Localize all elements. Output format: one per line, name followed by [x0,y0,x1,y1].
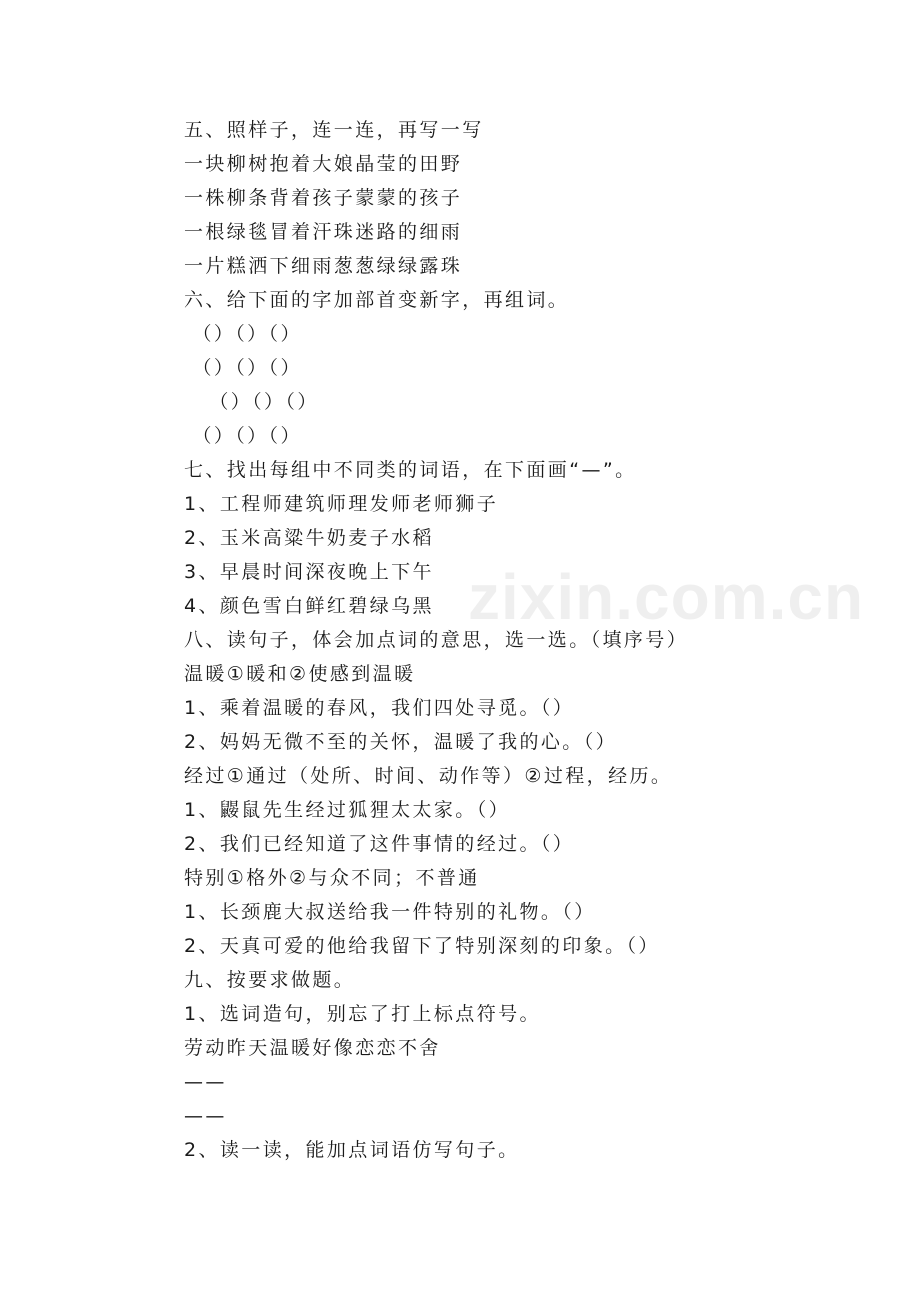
matching-row-1: 一块柳树抱着大娘晶莹的田野 [184,153,463,175]
term-tebie: 特别①格外②与众不同；不普通 [184,867,480,889]
question-wennuan-1: 1、乘着温暖的春风，我们四处寻觅。（） [184,697,575,719]
section-9-heading: 九、按要求做题。 [184,969,356,991]
blank-row-3: （）（）（） [184,391,319,413]
term-jingguo: 经过①通过（处所、时间、动作等）②过程，经历。 [184,765,673,787]
word-group-1: 1、工程师建筑师理发师老师狮子 [184,493,499,515]
section-6-heading: 六、给下面的字加部首变新字，再组词。 [184,289,570,311]
blank-row-4: （）（）（） [184,425,302,447]
section-5-heading: 五、照样子，连一连，再写一写 [184,119,484,141]
blank-row-1: （）（）（） [184,323,302,345]
question-tebie-2: 2、天真可爱的他给我留下了特别深刻的印象。（） [184,935,660,957]
task-2-instruction: 2、读一读，能加点词语仿写句子。 [184,1139,520,1161]
answer-line-1: —— [184,1071,227,1093]
word-group-3: 3、早晨时间深夜晚上下午 [184,561,434,583]
question-wennuan-2: 2、妈妈无微不至的关怀，温暖了我的心。（） [184,731,617,753]
section-8-heading: 八、读句子，体会加点词的意思，选一选。（填序号） [184,629,689,651]
watermark: zixin.com.cn [468,561,865,633]
word-choice-list: 劳动昨天温暖好像恋恋不舍 [184,1037,441,1059]
matching-row-3: 一根绿毯冒着汗珠迷路的细雨 [184,221,463,243]
blank-row-2: （）（）（） [184,357,302,379]
question-jingguo-1: 1、鼹鼠先生经过狐狸太太家。（） [184,799,510,821]
matching-row-4: 一片糕洒下细雨葱葱绿绿露珠 [184,255,463,277]
word-group-4: 4、颜色雪白鲜红碧绿乌黑 [184,595,434,617]
matching-row-2: 一株柳条背着孩子蒙蒙的孩子 [184,187,463,209]
word-group-2: 2、玉米高粱牛奶麦子水稻 [184,527,434,549]
question-tebie-1: 1、长颈鹿大叔送给我一件特别的礼物。（） [184,901,596,923]
question-jingguo-2: 2、我们已经知道了这件事情的经过。（） [184,833,575,855]
section-7-heading: 七、找出每组中不同类的词语，在下面画“—”。 [184,459,637,481]
task-1-instruction: 1、选词造句，别忘了打上标点符号。 [184,1003,541,1025]
term-wennuan: 温暖①暖和②使感到温暖 [184,663,416,685]
answer-line-2: —— [184,1105,227,1127]
